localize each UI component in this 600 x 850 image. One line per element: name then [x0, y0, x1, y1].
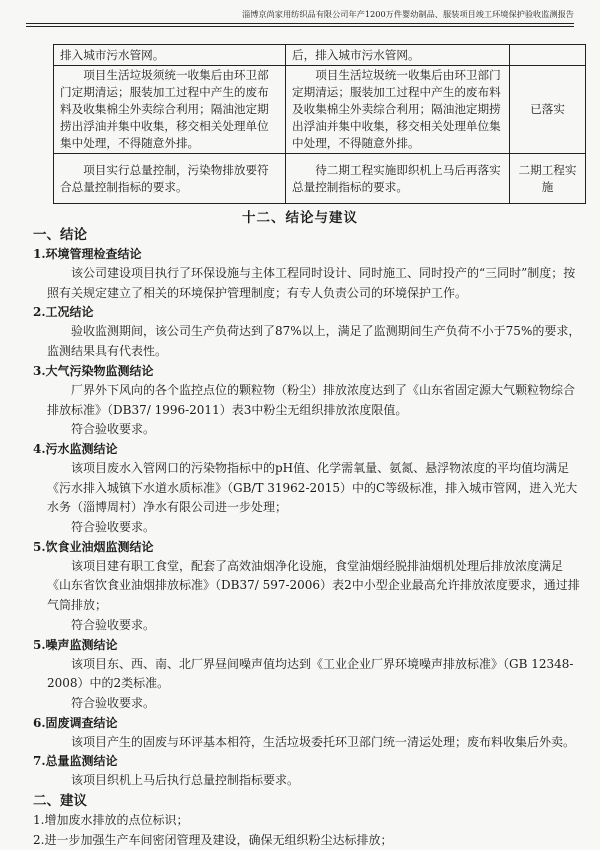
table-cell-requirement: 项目生活垃圾须统一收集后由环卫部门定期清运；服装加工过程中产生的废布料及收集棉尘外卖综合利用；隔油池定期捞出浮油并集中收集，移交相关处理单位集中处理，不得随意外排。: [54, 66, 286, 154]
table-cell-requirement: 排入城市污水管网。: [54, 45, 286, 66]
section-title: 十二、结论与建议: [242, 210, 358, 226]
recommendation-item: 2.进一步加强生产车间密闭管理及建设，确保无组织粉尘达标排放；: [33, 832, 393, 847]
paragraph: 符合验收要求。: [71, 422, 156, 437]
paragraph: 厂界外下风向的各个监控点位的颗粒物（粉尘）排放浓度达到了《山东省固定源大气颗粒物综合排放标准》（DB37/ 1996-2011）表3中粉尘无组织排放浓度限值。: [47, 382, 576, 417]
part-heading-conclusions: 一、结论: [33, 227, 87, 243]
page-header: 淄博京尚家用纺织品有限公司年产1200万件婴幼制品、服装项目竣工环境保护验收监测报告: [242, 9, 574, 19]
paragraph: 符合验收要求。: [71, 617, 156, 632]
subsection-heading: 7.总量监测结论: [33, 754, 118, 769]
paragraph: 验收监测期间，该公司生产负荷达到了87%以上，满足了监测期间生产负荷不小于75%的要求，监测结果具有代表性。: [47, 324, 581, 359]
subsection-heading: 5.饮食业油烟监测结论: [33, 539, 154, 554]
subsection-heading: 4.污水监测结论: [33, 441, 118, 456]
paragraph: 该项目废水入管网口的污染物指标中的pH值、化学需氧量、氨氮、悬浮物浓度的平均值均满足《污水排入城镇下水道水质标准》（GB/T 31962-2015）中的C等级标准，排入城市管网，进入光大水务（淄博周村）净水有限公司进一步处理；: [47, 460, 578, 515]
paragraph: 该项目东、西、南、北厂界昼间噪声值均达到《工业企业厂界环境噪声排放标准》（GB 12348-2008）中的2类标准。: [47, 656, 574, 691]
part-heading-recommendations: 二、建议: [33, 793, 87, 810]
subsection-heading: 2.工况结论: [33, 305, 94, 320]
table-cell-status: [510, 45, 586, 66]
table-row: [54, 66, 586, 154]
recommendation-item: 1.增加废水排放的点位标识；: [33, 813, 189, 828]
paragraph: 符合验收要求。: [71, 520, 156, 535]
paragraph: 该项目建有职工食堂，配套了高效油烟净化设施，食堂油烟经脱排油烟机处理后排放浓度满足《山东省饮食业油烟排放标准》（DB37/ 597-2006）表2中小型企业最高允许排放浓度要求，通过排气筒排放；: [47, 558, 580, 613]
compliance-table: [53, 44, 586, 204]
paragraph: 该项目织机上马后执行总量控制指标要求。: [71, 773, 300, 788]
table-cell-implementation: 项目生活垃圾统一收集后由环卫部门定期清运；服装加工过程中产生的废布料及收集棉尘外卖综合利用；隔油池定期捞出浮油并集中收集，移交相关处理单位集中处理，不得随意外排。: [286, 66, 510, 154]
header-rule-thin: [26, 26, 574, 27]
header-rule: [26, 23, 574, 24]
subsection-heading: 1.环境管理检查结论: [33, 247, 142, 261]
subsection-heading: 3.大气污染物监测结论: [33, 363, 154, 378]
table-cell-implementation: 待二期工程实施即织机上马后再落实总量控制指标的要求。: [286, 154, 510, 204]
table-cell-status: 已落实: [510, 66, 586, 154]
subsection-heading: 6.固废调查结论: [33, 715, 118, 730]
table-cell-requirement: 项目实行总量控制，污染物排放要符合总量控制指标的要求。: [54, 154, 286, 204]
conclusions-body: [33, 225, 581, 850]
table-row: [54, 154, 586, 204]
subsection-heading: 5.噪声监测结论: [33, 637, 118, 652]
paragraph: 符合验收要求。: [71, 695, 156, 710]
paragraph: 该公司建设项目执行了环保设施与主体工程同时设计、同时施工、同时投产的“三同时”制度；按照有关规定建立了相关的环境保护管理制度；有专人负责公司的环境保护工作。: [47, 266, 576, 300]
table-cell-status: 二期工程实施: [510, 154, 586, 204]
table-cell-implementation: 后，排入城市污水管网。: [286, 45, 510, 66]
table-row: [54, 45, 586, 66]
paragraph: 该项目产生的固废与环评基本相符，生活垃圾委托环卫部门统一清运处理；废布料收集后外卖。: [71, 734, 576, 749]
